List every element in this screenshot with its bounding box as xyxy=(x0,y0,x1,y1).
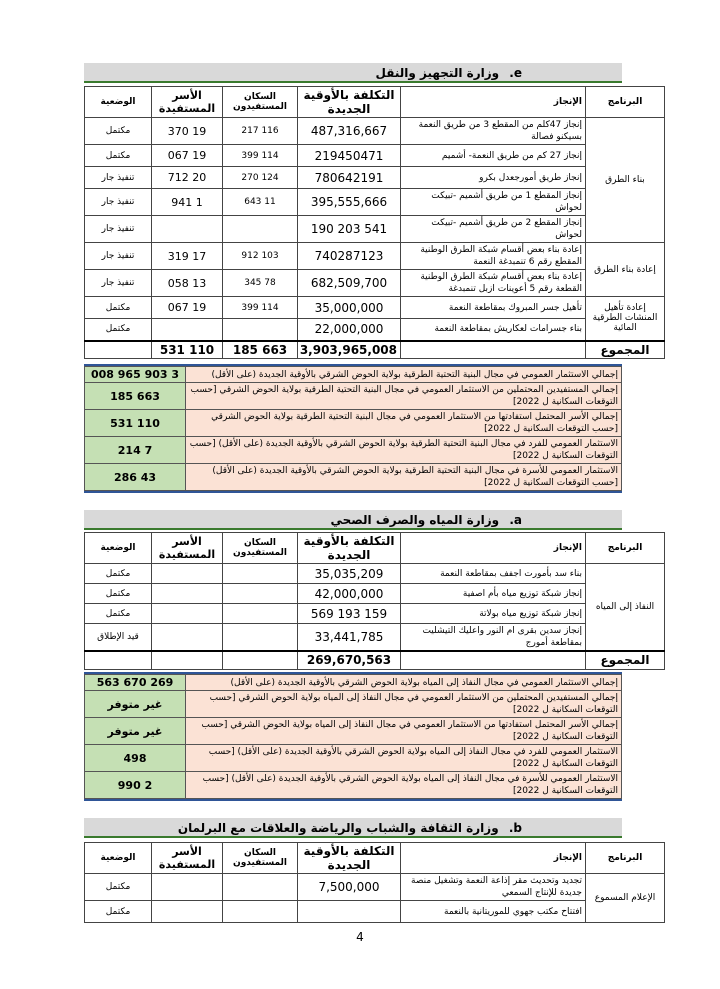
status-cell: تنفيذ جار xyxy=(85,216,152,243)
families-cell xyxy=(152,874,223,901)
section-letter: a. xyxy=(509,513,522,527)
population-cell xyxy=(223,584,298,604)
cost-cell: 42,000,000 xyxy=(298,584,401,604)
table-row xyxy=(85,624,665,652)
summary-value: 43 286 xyxy=(85,464,186,491)
summary-label: الاستثمار العمومي للأسرة في مجال النفاذ إلى المياه بولاية الحوض الشرقي بالأوقية الجديدة (على الأقل) [حسب التوقعات السكانية ل 2022] xyxy=(186,772,622,799)
population-cell: 11 643 xyxy=(223,189,298,216)
families-cell: 19 067 xyxy=(152,297,223,319)
summary-row xyxy=(85,745,622,772)
population-cell xyxy=(223,901,298,923)
summary-row xyxy=(85,383,622,410)
program-cell: النفاذ إلى المياه xyxy=(586,564,665,652)
families-cell: 1 941 xyxy=(152,189,223,216)
families-cell xyxy=(152,624,223,652)
total-empty xyxy=(401,341,586,359)
families-cell: 13 058 xyxy=(152,270,223,297)
families-cell xyxy=(152,901,223,923)
cost-cell: 7,500,000 xyxy=(298,874,401,901)
status-cell: تنفيذ جار xyxy=(85,189,152,216)
summary-row xyxy=(85,410,622,437)
population-cell: 124 270 xyxy=(223,167,298,189)
total-population xyxy=(223,651,298,669)
population-cell: 78 345 xyxy=(223,270,298,297)
cost-cell: 487,316,667 xyxy=(298,118,401,145)
program-cell: بناء الطرق xyxy=(586,118,665,243)
summary-row xyxy=(85,437,622,464)
table-row xyxy=(85,216,665,243)
summary-row xyxy=(85,367,622,383)
column-header: السكان المستفيدون xyxy=(223,87,298,118)
achievement-cell: إنجاز المقطع 2 من طريق أشميم -تبيكت لحواش xyxy=(401,216,586,243)
cost-cell: 740287123 xyxy=(298,243,401,270)
program-cell: إعادة تأهيل المنشات الطرقية المائية xyxy=(586,297,665,341)
achievement-cell: افتتاح مكتب جهوي للموريتانية بالنعمة xyxy=(401,901,586,923)
column-header: البرنامج xyxy=(586,533,665,564)
table-row xyxy=(85,564,665,584)
population-cell xyxy=(223,604,298,624)
culture-table xyxy=(84,842,665,923)
section-header-culture xyxy=(84,818,622,838)
population-cell: 116 217 xyxy=(223,118,298,145)
column-header: الإنجاز xyxy=(401,843,586,874)
section-title: وزارة التجهيز والنقل xyxy=(375,66,500,80)
column-header: السكان المستفيدون xyxy=(223,843,298,874)
table-row xyxy=(85,874,665,901)
summary-row xyxy=(85,691,622,718)
status-cell: مكتمل xyxy=(85,319,152,341)
total-label: المجموع xyxy=(586,341,665,359)
status-cell: مكتمل xyxy=(85,564,152,584)
status-cell: تنفيذ جار xyxy=(85,270,152,297)
column-header: الأسر المستفيدة xyxy=(152,533,223,564)
achievement-cell: إنجاز طريق أمورجعدل بكرو xyxy=(401,167,586,189)
table-row xyxy=(85,243,665,270)
status-cell: تنفيذ جار xyxy=(85,243,152,270)
achievement-cell: إنجاز 27 كم من طريق النعمة- أشميم xyxy=(401,145,586,167)
summary-value: 3 903 965 008 xyxy=(85,367,186,383)
population-cell: 114 399 xyxy=(223,145,298,167)
families-cell: 19 067 xyxy=(152,145,223,167)
table-row xyxy=(85,297,665,319)
column-header: الأسر المستفيدة xyxy=(152,843,223,874)
table-header-row xyxy=(85,87,665,118)
table-header-row xyxy=(85,533,665,564)
status-cell: مكتمل xyxy=(85,901,152,923)
population-cell xyxy=(223,216,298,243)
section-header-equipment xyxy=(84,63,622,83)
status-cell: مكتمل xyxy=(85,145,152,167)
table-row xyxy=(85,145,665,167)
families-cell xyxy=(152,564,223,584)
summary-row xyxy=(85,718,622,745)
table-row xyxy=(85,270,665,297)
total-cost: 3,903,965,008 xyxy=(298,341,401,359)
column-header: الوضعية xyxy=(85,533,152,564)
program-cell: إعادة بناء الطرق xyxy=(586,243,665,297)
families-cell xyxy=(152,604,223,624)
cost-cell: 780642191 xyxy=(298,167,401,189)
summary-label: إجمالي الاستثمار العمومي في مجال النفاذ إلى المياه بولاية الحوض الشرقي بالأوقية الجديدة (على الأقل) xyxy=(186,675,622,691)
equipment-table xyxy=(84,86,665,359)
total-label: المجموع xyxy=(586,651,665,669)
achievement-cell: إنجاز سدين بقرى ام النور واعليك التيشليت بمقاطعة أمورج xyxy=(401,624,586,652)
equipment-summary-table xyxy=(84,366,622,491)
population-cell xyxy=(223,624,298,652)
equipment-summary-frame xyxy=(84,364,622,493)
achievement-cell: تجديد وتحديث مقر إذاعة النعمة وتشغيل منصة جديدة للإنتاج السمعي xyxy=(401,874,586,901)
families-cell: 19 370 xyxy=(152,118,223,145)
section-title: وزارة الثقافة والشباب والرياضة والعلاقات مع البرلمان xyxy=(177,821,499,835)
achievement-cell: بناء جسرامات لعكاريش بمقاطعة النعمة xyxy=(401,319,586,341)
total-families: 110 531 xyxy=(152,341,223,359)
summary-row xyxy=(85,675,622,691)
section-letter: b. xyxy=(508,821,522,835)
families-cell xyxy=(152,319,223,341)
table-row xyxy=(85,584,665,604)
column-header: البرنامج xyxy=(586,843,665,874)
summary-value: غير متوفر xyxy=(85,718,186,745)
summary-label: إجمالي المستفيدين المحتملين من الاستثمار العمومي في مجال النفاذ إلى المياه بولاية الحوض الشرقي [حسب التوقعات السكانية ل 2022] xyxy=(186,691,622,718)
column-header: التكلفة بالأوقية الجديدة xyxy=(298,533,401,564)
table-row xyxy=(85,167,665,189)
column-header: الأسر المستفيدة xyxy=(152,87,223,118)
status-cell: مكتمل xyxy=(85,604,152,624)
water-table xyxy=(84,532,665,670)
table-row xyxy=(85,319,665,341)
table-row xyxy=(85,604,665,624)
families-cell xyxy=(152,584,223,604)
total-row xyxy=(85,651,665,669)
water-summary-frame xyxy=(84,672,622,801)
summary-value: 269 670 563 xyxy=(85,675,186,691)
achievement-cell: بناء سد بأمورت اجفف بمقاطعة النعمة xyxy=(401,564,586,584)
summary-value: 663 185 xyxy=(85,383,186,410)
table-header-row xyxy=(85,843,665,874)
achievement-cell: إعادة بناء بعض أقسام شبكة الطرق الوطنية المقطع رقم 6 تنمبدغة النعمة xyxy=(401,243,586,270)
column-header: التكلفة بالأوقية الجديدة xyxy=(298,843,401,874)
summary-label: إجمالي الأسر المحتمل استفادتها من الاستثمار العمومي في مجال النفاذ إلى المياه بولاية الحوض الشرقي [حسب التوقعات السكانية ل 2022] xyxy=(186,718,622,745)
population-cell: 114 399 xyxy=(223,297,298,319)
cost-cell: 682,509,700 xyxy=(298,270,401,297)
status-cell: مكتمل xyxy=(85,584,152,604)
summary-label: إجمالي المستفيدين المحتملين من الاستثمار العمومي في مجال البنية التحتية الطرقية بولاية الحوض الشرقي [حسب التوقعات السكانية ل 2022] xyxy=(186,383,622,410)
population-cell xyxy=(223,319,298,341)
achievement-cell: إعادة بناء بعض أقسام شبكة الطرق الوطنية القطعة رقم 5 أعوينات ازبل تنمبدغة xyxy=(401,270,586,297)
column-header: الوضعية xyxy=(85,843,152,874)
section-letter: e. xyxy=(509,66,522,80)
summary-label: الاستثمار العمومي للفرد في مجال النفاذ إلى المياه بولاية الحوض الشرقي بالأوقية الجديدة (على الأقل) [حسب التوقعات السكانية ل 2022] xyxy=(186,745,622,772)
total-empty xyxy=(401,651,586,669)
summary-label: الاستثمار العمومي للأسرة في مجال البنية التحتية الطرقية بولاية الحوض الشرقي بالأوقية الجديدة (على الأقل) [حسب التوقعات السكانية ل 2022] xyxy=(186,464,622,491)
summary-label: إجمالي الاستثمار العمومي في مجال البنية التحتية الطرقية بولاية الحوض الشرقي بالأوقية الجديدة (على الأقل) xyxy=(186,367,622,383)
cost-cell: 33,441,785 xyxy=(298,624,401,652)
water-summary-table xyxy=(84,674,622,799)
table-row xyxy=(85,189,665,216)
status-cell: مكتمل xyxy=(85,118,152,145)
total-status-empty xyxy=(85,651,152,669)
cost-cell: 22,000,000 xyxy=(298,319,401,341)
achievement-cell: إنجاز شبكة توزيع مياه بأم اصفية xyxy=(401,584,586,604)
cost-cell: 395,555,666 xyxy=(298,189,401,216)
achievement-cell: تأهيل جسر المبروك بمقاطعة النعمة xyxy=(401,297,586,319)
families-cell: 17 319 xyxy=(152,243,223,270)
total-row xyxy=(85,341,665,359)
achievement-cell: إنجاز 47كلم من المقطع 3 من طريق النعمة بسيكنو فصالة xyxy=(401,118,586,145)
summary-value: 498 xyxy=(85,745,186,772)
cost-cell: 35,035,209 xyxy=(298,564,401,584)
page-number: 4 xyxy=(356,930,364,944)
column-header: البرنامج xyxy=(586,87,665,118)
table-row xyxy=(85,901,665,923)
summary-row xyxy=(85,772,622,799)
section-header-water xyxy=(84,510,622,530)
summary-value: غير متوفر xyxy=(85,691,186,718)
cost-cell xyxy=(298,901,401,923)
summary-value: 2 990 xyxy=(85,772,186,799)
population-cell xyxy=(223,874,298,901)
total-status-empty xyxy=(85,341,152,359)
summary-value: 110 531 xyxy=(85,410,186,437)
total-families xyxy=(152,651,223,669)
families-cell: 20 712 xyxy=(152,167,223,189)
summary-label: الاستثمار العمومي للفرد في مجال البنية التحتية الطرقية بولاية الحوض الشرقي بالأوقية الجديدة (على الأقل) [حسب التوقعات السكانية ل 2022] xyxy=(186,437,622,464)
status-cell: مكتمل xyxy=(85,297,152,319)
column-header: التكلفة بالأوقية الجديدة xyxy=(298,87,401,118)
achievement-cell: إنجاز شبكة توزيع مياه بولاتة xyxy=(401,604,586,624)
total-cost: 269,670,563 xyxy=(298,651,401,669)
status-cell: مكتمل xyxy=(85,874,152,901)
achievement-cell: إنجاز المقطع 1 من طريق أشميم -تبيكت لحواش xyxy=(401,189,586,216)
column-header: الإنجاز xyxy=(401,533,586,564)
total-population: 663 185 xyxy=(223,341,298,359)
population-cell xyxy=(223,564,298,584)
status-cell: تنفيذ جار xyxy=(85,167,152,189)
cost-cell: 159 193 569 xyxy=(298,604,401,624)
summary-label: إجمالي الأسر المحتمل استفادتها من الاستثمار العمومي في مجال البنية التحتية الطرقية بولاية الحوض الشرقي [حسب التوقعات السكانية ل 2022] xyxy=(186,410,622,437)
section-title: وزارة المياه والصرف الصحي xyxy=(330,513,500,527)
cost-cell: 541 203 190 xyxy=(298,216,401,243)
summary-value: 7 214 xyxy=(85,437,186,464)
column-header: الوضعية xyxy=(85,87,152,118)
families-cell xyxy=(152,216,223,243)
table-row xyxy=(85,118,665,145)
population-cell: 103 912 xyxy=(223,243,298,270)
cost-cell: 219450471 xyxy=(298,145,401,167)
column-header: الإنجاز xyxy=(401,87,586,118)
program-cell: الإعلام المسموع xyxy=(586,874,665,923)
cost-cell: 35,000,000 xyxy=(298,297,401,319)
column-header: السكان المستفيدون xyxy=(223,533,298,564)
summary-row xyxy=(85,464,622,491)
status-cell: قيد الإطلاق xyxy=(85,624,152,652)
